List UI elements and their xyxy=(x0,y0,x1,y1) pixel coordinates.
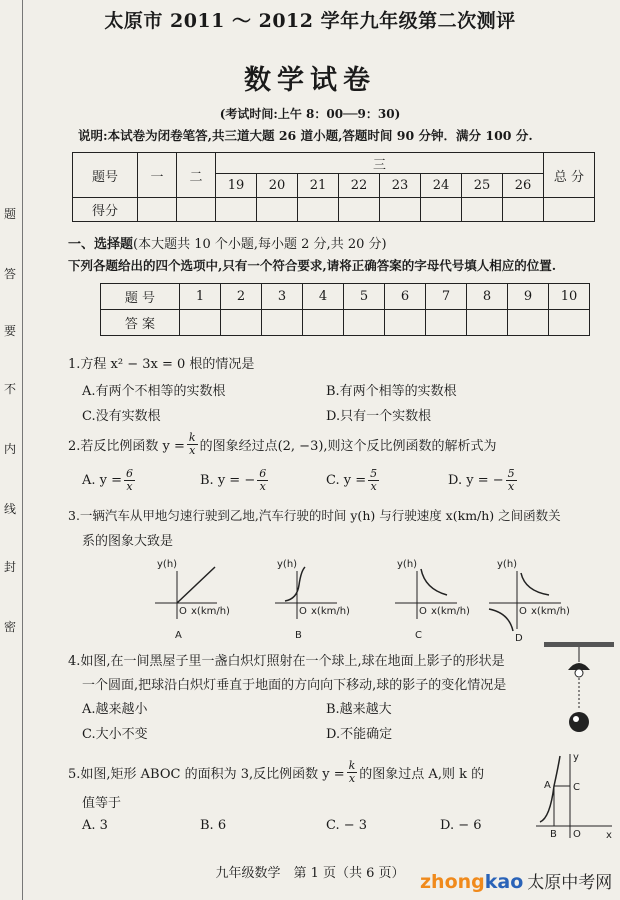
q5-stem xyxy=(68,760,484,785)
graph-b-origin: O xyxy=(299,606,307,617)
answer-table xyxy=(100,283,590,336)
answer-cell[interactable] xyxy=(344,310,385,336)
q3-graph-b xyxy=(265,555,365,643)
q4-lamp-figure xyxy=(542,640,616,740)
q5-b-label: B xyxy=(550,829,557,840)
score-table-num: 22 xyxy=(339,174,380,198)
ceiling xyxy=(544,642,614,647)
q2-opt-a-text: A. y = xyxy=(82,473,123,488)
answer-cell[interactable] xyxy=(262,310,303,336)
q2-opt-b-frac xyxy=(257,468,268,493)
q5-option-c: C. − 3 xyxy=(326,818,368,833)
sidebar-char: 答 xyxy=(4,267,17,281)
graph-b-curve xyxy=(285,567,305,601)
graph-c-curve xyxy=(421,569,447,595)
score-table-num: 19 xyxy=(216,174,257,198)
graph-a-origin: O xyxy=(179,606,187,617)
q5-y-label: y xyxy=(573,752,579,763)
q5-frac-den: x xyxy=(348,772,356,785)
answer-cell[interactable] xyxy=(549,310,590,336)
answer-cell[interactable] xyxy=(303,310,344,336)
answer-table-num: 2 xyxy=(221,284,262,310)
score-table-score-label: 得分 xyxy=(73,198,138,222)
q2-option-b xyxy=(200,468,270,493)
watermark-zhong: zhong xyxy=(420,871,485,893)
watermark-logo xyxy=(420,868,612,893)
sidebar-char: 密 xyxy=(4,620,17,634)
answer-cell[interactable] xyxy=(467,310,508,336)
exam-note: 说明:本试卷为闭卷笔答,共三道大题 26 道小题,答题时间 90 分钟．满分 100 分. xyxy=(78,128,533,143)
q2-opt-b-num: 6 xyxy=(259,467,267,480)
sidebar-char: 内 xyxy=(4,442,17,456)
q2-opt-c-frac xyxy=(368,468,379,493)
q2-opt-b-den: x xyxy=(259,480,266,493)
q5-stem-post: 的图象过点 A,则 k 的 xyxy=(359,767,485,782)
q3-stem-line1: 3.一辆汽车从甲地匀速行驶到乙地,汽车行驶的时间 y(h) 与行驶速度 x(km/h) 之间函数关 xyxy=(68,508,561,523)
graph-c-x-label: x(km/h) xyxy=(431,606,470,617)
binding-margin xyxy=(0,0,23,900)
q2-opt-d-text: D. y = − xyxy=(448,473,504,488)
q5-fraction xyxy=(347,760,358,785)
q2-opt-a-den: x xyxy=(126,480,133,493)
q4-option-d: D.不能确定 xyxy=(326,727,393,742)
answer-table-num: 7 xyxy=(426,284,467,310)
answer-table-a-label: 答 案 xyxy=(101,310,180,336)
score-cell[interactable] xyxy=(503,198,544,222)
q3-graph-c xyxy=(385,555,485,643)
q2-opt-c-num: 5 xyxy=(370,467,378,480)
q1-stem: 1.方程 x² − 3x = 0 根的情况是 xyxy=(68,357,255,372)
score-table-num: 20 xyxy=(257,174,298,198)
score-cell[interactable] xyxy=(544,198,595,222)
score-cell[interactable] xyxy=(177,198,216,222)
answer-table-num: 5 xyxy=(344,284,385,310)
sidebar-char: 线 xyxy=(4,502,17,516)
graph-d-origin: O xyxy=(519,606,527,617)
graph-a-caption: A xyxy=(175,630,182,641)
answer-table-num: 9 xyxy=(508,284,549,310)
sidebar-char: 题 xyxy=(4,207,17,221)
q2-option-c xyxy=(326,468,381,493)
q5-c-label: C xyxy=(573,782,580,793)
q2-option-d xyxy=(448,468,519,493)
answer-table-num: 6 xyxy=(385,284,426,310)
score-cell[interactable] xyxy=(298,198,339,222)
score-table-total: 总 分 xyxy=(544,153,595,198)
score-cell[interactable] xyxy=(257,198,298,222)
graph-d-caption: D xyxy=(515,633,523,643)
q2-opt-c-den: x xyxy=(370,480,377,493)
answer-cell[interactable] xyxy=(508,310,549,336)
score-cell[interactable] xyxy=(380,198,421,222)
answer-table-num: 3 xyxy=(262,284,303,310)
q1-option-b: B.有两个相等的实数根 xyxy=(326,384,457,399)
q2-frac-den: x xyxy=(189,444,196,457)
q2-opt-d-frac xyxy=(506,468,517,493)
q5-figure xyxy=(532,748,616,840)
graph-b-y-label: y(h) xyxy=(277,559,298,570)
exam-time: (考试时间:上午 8：00──9：30) xyxy=(219,107,401,121)
q1-option-d: D.只有一个实数根 xyxy=(326,409,432,424)
score-table-num: 23 xyxy=(380,174,421,198)
watermark-kao: kao xyxy=(484,871,524,893)
score-cell[interactable] xyxy=(421,198,462,222)
ball-highlight xyxy=(573,716,579,722)
answer-table-num: 1 xyxy=(180,284,221,310)
score-table-sec3: 三 xyxy=(216,153,544,174)
score-table-sec1: 一 xyxy=(138,153,177,198)
sidebar-char: 封 xyxy=(4,560,17,574)
graph-b-caption: B xyxy=(295,630,302,641)
section1-heading: 一、选择题 xyxy=(68,237,134,252)
ball xyxy=(569,712,589,732)
graph-d-curve-right xyxy=(521,573,549,595)
graph-c-y-label: y(h) xyxy=(397,559,418,570)
sidebar-char: 要 xyxy=(4,324,17,338)
q3-stem-line2: 系的图象大致是 xyxy=(82,534,174,549)
exam-header-title: 太原市 2011 ～ 2012 学年九年级第二次测评 xyxy=(104,10,516,32)
page-footer: 九年级数学 第 1 页（共 6 页） xyxy=(215,866,405,881)
q2-option-a xyxy=(82,468,137,493)
bulb xyxy=(575,669,583,677)
score-table-num: 26 xyxy=(503,174,544,198)
q2-stem-pre: 2.若反比例函数 y = xyxy=(68,439,185,454)
q5-x-label: x xyxy=(606,830,612,840)
q5-o-label: O xyxy=(573,829,581,840)
q4-option-b: B.越来越大 xyxy=(326,702,392,717)
answer-table-num: 10 xyxy=(549,284,590,310)
q2-fraction xyxy=(187,432,198,457)
q2-stem xyxy=(68,432,497,457)
graph-c-caption: C xyxy=(415,630,422,641)
q5-frac-num: k xyxy=(348,759,356,772)
q2-opt-a-num: 6 xyxy=(126,467,134,480)
graph-d-y-label: y(h) xyxy=(497,559,518,570)
q2-opt-c-text: C. y = xyxy=(326,473,367,488)
score-cell[interactable] xyxy=(462,198,503,222)
graph-a-curve xyxy=(177,567,215,603)
answer-cell[interactable] xyxy=(426,310,467,336)
q4-stem-line2: 一个圆面,把球沿白炽灯垂直于地面的方向向下移动,球的影子的变化情况是 xyxy=(82,678,507,693)
q5-rectangle xyxy=(554,786,570,826)
q5-stem-pre: 5.如图,矩形 ABOC 的面积为 3,反比例函数 y = xyxy=(68,767,345,782)
score-cell[interactable] xyxy=(138,198,177,222)
q2-opt-b-text: B. y = − xyxy=(200,473,256,488)
score-table-sec2: 二 xyxy=(177,153,216,198)
sidebar-char: 不 xyxy=(4,382,17,396)
q3-graph-a xyxy=(145,555,245,643)
q2-opt-d-num: 5 xyxy=(507,467,515,480)
q5-option-b: B. 6 xyxy=(200,818,227,833)
q5-option-d: D. − 6 xyxy=(440,818,482,833)
graph-c-origin: O xyxy=(419,606,427,617)
q5-option-a: A. 3 xyxy=(82,818,108,833)
q3-graph-d xyxy=(485,555,595,643)
graph-d-curve-left xyxy=(489,609,513,631)
q2-stem-post: 的图象经过点(2, −3),则这个反比例函数的解析式为 xyxy=(199,439,497,454)
q2-opt-a-frac xyxy=(124,468,135,493)
q5-a-label: A xyxy=(544,780,551,791)
answer-cell[interactable] xyxy=(385,310,426,336)
answer-table-num: 4 xyxy=(303,284,344,310)
graph-a-y-label: y(h) xyxy=(157,559,178,570)
q2-frac-num: k xyxy=(188,431,196,444)
q4-stem-line1: 4.如图,在一间黑屋子里一盏白炽灯照射在一个球上,球在地面上影子的形状是 xyxy=(68,654,505,669)
score-table-num: 25 xyxy=(462,174,503,198)
score-table-num: 21 xyxy=(298,174,339,198)
answer-cell[interactable] xyxy=(221,310,262,336)
score-table xyxy=(72,152,595,222)
watermark-site: 太原中考网 xyxy=(527,873,613,893)
page-title: 数学试卷 xyxy=(244,65,376,96)
q1-option-c: C.没有实数根 xyxy=(82,409,161,424)
graph-a-x-label: x(km/h) xyxy=(191,606,230,617)
section1-heading-line xyxy=(68,233,387,252)
graph-b-x-label: x(km/h) xyxy=(311,606,350,617)
answer-cell[interactable] xyxy=(180,310,221,336)
section1-instruction: 下列各题给出的四个选项中,只有一个符合要求,请将正确答案的字母代号填人相应的位置. xyxy=(68,258,557,273)
score-table-num: 24 xyxy=(421,174,462,198)
answer-table-num: 8 xyxy=(467,284,508,310)
q1-option-a: A.有两个不相等的实数根 xyxy=(82,384,226,399)
q5-stem-line2: 值等于 xyxy=(82,796,122,811)
q4-option-a: A.越来越小 xyxy=(82,702,148,717)
score-cell[interactable] xyxy=(339,198,380,222)
q4-option-c: C.大小不变 xyxy=(82,727,148,742)
section1-heading-note: (本大题共 10 个小题,每小题 2 分,共 20 分) xyxy=(133,237,387,252)
q2-opt-d-den: x xyxy=(508,480,515,493)
score-cell[interactable] xyxy=(216,198,257,222)
graph-d-x-label: x(km/h) xyxy=(531,606,570,617)
score-table-header: 题号 xyxy=(73,153,138,198)
answer-table-q-label: 题 号 xyxy=(101,284,180,310)
